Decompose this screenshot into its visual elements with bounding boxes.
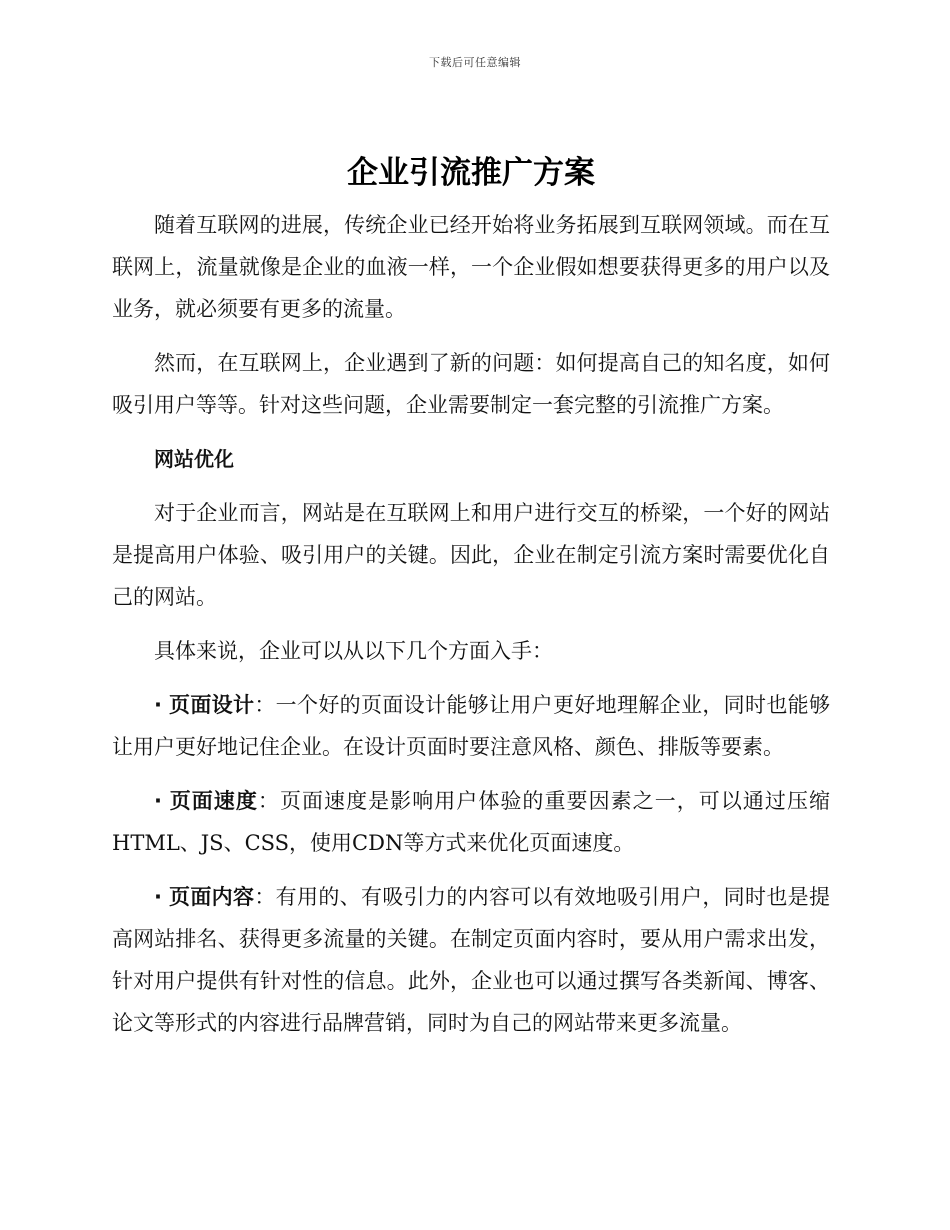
bullet-text-page-design: ：一个好的页面设计能够让用户更好地理解企业，同时也能够让用户更好地记住企业。在设计页面时要注意风格、颜色、排版等要素。 <box>112 693 831 759</box>
document-title: 企业引流推广方案 <box>347 155 595 191</box>
section-paragraph-2: 具体来说，企业可以从以下几个方面入手： <box>154 639 553 663</box>
header-note: 下载后可任意编辑 <box>429 56 521 69</box>
bullet-marker: · <box>154 789 162 813</box>
bullet-marker: · <box>154 885 162 909</box>
bullet-page-design <box>112 684 830 768</box>
bullet-label-page-content: 页面内容 <box>169 885 255 909</box>
bullet-marker: · <box>154 693 162 717</box>
bullet-text-page-content: ：有用的、有吸引力的内容可以有效地吸引用户，同时也是提高网站排名、获得更多流量的关键。在制定页面内容时，要从用户需求出发，针对用户提供有针对性的信息。此外，企业也可以通过撰写各类新闻、博客、论文等形式的内容进行品牌营销，同时为自己的网站带来更多流量。 <box>112 885 831 1035</box>
document-body <box>112 148 830 1056</box>
bullet-page-speed <box>112 780 830 864</box>
intro-paragraph-1: 随着互联网的进展，传统企业已经开始将业务拓展到互联网领域。而在互联网上，流量就像是企业的血液一样，一个企业假如想要获得更多的用户以及业务，就必须要有更多的流量。 <box>112 213 830 321</box>
section-heading: 网站优化 <box>154 447 234 471</box>
intro-paragraph-2: 然而，在互联网上，企业遇到了新的问题：如何提高自己的知名度，如何吸引用户等等。针对这些问题，企业需要制定一套完整的引流推广方案。 <box>112 351 830 417</box>
bullet-page-content <box>112 876 830 1044</box>
section-paragraph-1: 对于企业而言，网站是在互联网上和用户进行交互的桥梁，一个好的网站是提高用户体验、吸引用户的关键。因此，企业在制定引流方案时需要优化自己的网站。 <box>112 501 830 609</box>
bullet-label-page-design: 页面设计 <box>169 693 255 717</box>
bullet-label-page-speed: 页面速度 <box>169 789 258 813</box>
bullet-text-page-speed: ：页面速度是影响用户体验的重要因素之一，可以通过压缩HTML、JS、CSS，使用CDN等方式来优化页面速度。 <box>112 789 831 855</box>
